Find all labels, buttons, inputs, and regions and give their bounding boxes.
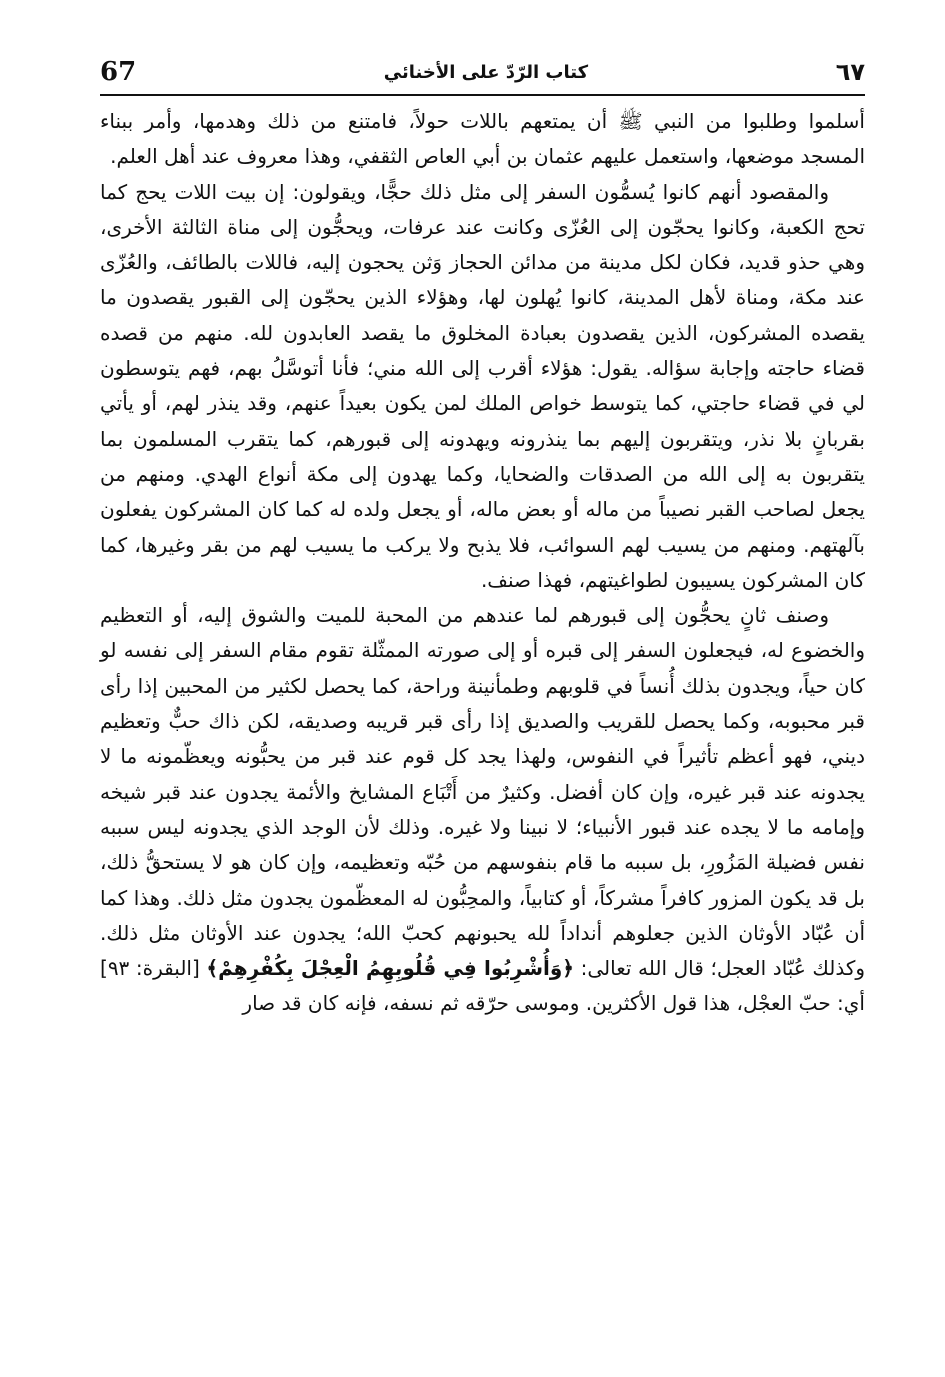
paragraph-2: والمقصود أنهم كانوا يُسمُّون السفر إلى مثل ذلك حجًّا، ويقولون: إن بيت اللات يحج كما تحج الكعبة، وكانوا يحجّون إلى العُزّى وكانت عند عرفات، ويحجُّون إلى مناة الثالثة الأخرى، وهي حذو قديد، فكان لكل مدينة من مدائن الحجاز وَثن يحجون إليه، فاللات بالطائف، والعُزّى عند مكة، ومناة لأهل المدينة، كانوا يُهلون لها، وهؤلاء الذين يحجّون إلى القبور يقصدون ما يقصده المشركون، الذين يقصدون بعبادة المخلوق ما يقصد العابدون لله. منهم من قصده قضاء حاجته وإجابة سؤاله. يقول: هؤلاء أقرب إلى الله مني؛ فأنا أتوسَّلُ بهم، فهم يتوسطون لي في قضاء حاجتي، كما يتوسط خواص الملك لمن يكون بعيداً عنهم، وقد ينذر لهم، أو يأتي بقربانٍ بلا نذر، ويتقربون إليهم بما ينذرونه ويهدونه إلى قبورهم، كما يتقرب المسلمون بما يتقربون به إلى الله من الصدقات والضحايا، وكما يهدون إلى مكة أنواع الهدي. ومنهم من يجعل لصاحب القبر نصيباً من ماله أو بعض ماله، أو يجعل ولده له كما كان المشركون يفعلون بآلهتهم. ومنهم من يسيب لهم السوائب، فلا يذبح ولا يركب ما يسيب لهم من بقر وغيرها، كما كان المشركون يسيبون لطواغيتهم، فهذا صنف. [100,179,865,592]
page-number-arabic: ٦٧ [835,58,865,86]
quran-verse: ﴿وَأُشْرِبُوا فِي قُلُوبِهِمُ الْعِجْلَ بِكُفْرِهِمْ﴾ [206,956,574,981]
header-rule [100,94,865,96]
paragraph-3 [100,598,865,1022]
paragraph-3-text: وصنف ثانٍ يحجُّون إلى قبورهم لما عندهم من المحبة للميت والشوق إليه، أو التعظيم والخضوع له، فيجعلون السفر إلى قبره أو إلى صورته الممثّلة تقوم مقام السفر إلى نفسه لو كان حياً، ويجدون بذلك أُنساً في قلوبهم وطمأنينة وراحة، كما يحصل لكثير من المحبين إذا رأى قبر محبوبه، وكما يحصل للقريب والصديق إذا رأى قبر قريبه وصديقه، لكن ذاك حبٌّ وتعظيم ديني، فهو أعظم تأثيراً في النفوس، ولهذا يجد كل قوم عند قبر من يحبُّونه ويعظّمونه ما لا يجدونه عند قبر غيره، وإن كان أفضل. وكثيرٌ من أَتْبَاع المشايخ والأئمة يجدون عند قبر شيخه وإمامه ما لا يجده عند قبور الأنبياء؛ لا نبينا ولا غيره. وذلك لأن الوجد الذي يجدونه ليس سببه نفس فضيلة المَزُورِ، بل سببه ما قام بنفوسهم من حُبّه وتعظيمه، وإن كان هو لا يستحقُّ ذلك، بل قد يكون المزور كافراً مشركاً، أو كتابياً، والمحِبُّون له المعظّمون يجدون مثل ذلك. وهذا كما أن عُبّاد الأوثان الذين جعلوهم أنداداً لله يحبونهم كحبّ الله؛ يجدون عند الأوثان مثل ذلك. وكذلك عُبّاد العجل؛ قال الله تعالى: [100,603,865,981]
page-header [100,52,865,92]
paragraph-3-continuation: [البقرة: ٩٣] أي: حبّ العجْل، هذا قول الأكثرين. وموسى حرّقه ثم نسفه، فإنه كان قد صار [100,956,865,1016]
page-body [100,104,865,1022]
page-number-latin: 67 [100,57,137,87]
running-title: كتاب الرّدّ على الأخنائي [383,61,589,83]
paragraph-1: أسلموا وطلبوا من النبي ﷺ أن يمتعهم باللات حولاً، فامتنع من ذلك وهدمها، وأمر ببناء المسجد موضعها، واستعمل عليهم عثمان بن أبي العاص الثقفي، وهذا معروف عند أهل العلم. [100,109,865,169]
